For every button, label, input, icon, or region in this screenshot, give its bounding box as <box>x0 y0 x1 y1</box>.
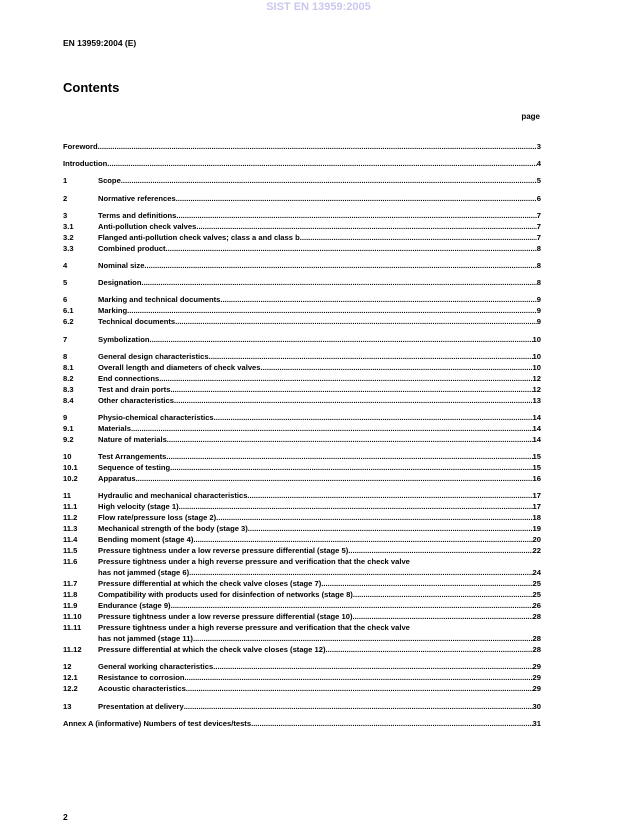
entry-title: Resistance to corrosion <box>98 673 185 683</box>
toc-entry[interactable] <box>63 589 541 600</box>
toc-entry[interactable] <box>63 434 541 445</box>
dot-leader <box>248 523 533 534</box>
dot-leader <box>127 305 537 316</box>
toc-entry[interactable] <box>63 672 541 683</box>
entry-title: Pressure tightness under a low reverse pressure differential (stage 5) <box>98 546 349 556</box>
entry-title: Mechanical strength of the body (stage 3) <box>98 524 248 534</box>
dot-leader <box>216 512 532 523</box>
entry-number: 9 <box>63 412 68 422</box>
dot-leader <box>131 423 533 434</box>
dot-leader <box>196 221 536 232</box>
toc-entry-continuation[interactable] <box>63 567 541 578</box>
entry-number: 9.1 <box>63 423 74 433</box>
entry-number: 6.1 <box>63 306 74 316</box>
toc-group <box>63 175 541 186</box>
entry-title: Pressure tightness under a high reverse pressure and verification that the check valve <box>98 623 410 633</box>
dot-leader <box>144 260 536 271</box>
entry-page: 10 <box>532 351 541 361</box>
entry-title: Pressure tightness under a low reverse pressure differential (stage 10) <box>98 612 353 622</box>
toc-entry[interactable] <box>63 210 541 221</box>
entry-page: 7 <box>536 221 541 231</box>
entry-title: High velocity (stage 1) <box>98 502 179 512</box>
dot-leader <box>175 316 537 327</box>
entry-title: Anti-pollution check valves <box>98 221 197 231</box>
dot-leader <box>176 210 536 221</box>
toc-entry[interactable] <box>63 221 541 232</box>
dot-leader <box>220 294 536 305</box>
entry-page: 28 <box>532 645 541 655</box>
entry-page: 6 <box>536 193 541 203</box>
entry-page: 17 <box>532 491 541 501</box>
entry-page: 5 <box>536 176 541 186</box>
entry-page: 3 <box>536 142 541 151</box>
toc-group <box>63 334 541 345</box>
entry-title: Sequence of testing <box>98 463 171 473</box>
entry-number: 6.2 <box>63 317 74 327</box>
toc-group <box>63 718 541 729</box>
entry-number: 3.1 <box>63 221 74 231</box>
entry-page: 29 <box>532 673 541 683</box>
entry-number-spacer <box>63 633 98 644</box>
toc-entry[interactable] <box>63 373 541 384</box>
dot-leader <box>193 633 533 644</box>
toc-group <box>63 351 541 406</box>
entry-title: Pressure differential at which the check valve closes (stage 12) <box>98 645 326 655</box>
toc-entry[interactable] <box>63 316 541 327</box>
entry-number: 11.12 <box>63 645 82 655</box>
toc-entry[interactable] <box>63 644 541 655</box>
entry-page: 31 <box>532 718 541 728</box>
entry-number: 10.2 <box>63 474 78 484</box>
toc-entry[interactable] <box>63 412 541 423</box>
toc-group <box>63 294 541 327</box>
entry-title: Overall length and diameters of check valves <box>98 362 261 372</box>
entry-title: Pressure tightness under a high reverse pressure and verification that the check valve <box>98 557 410 567</box>
toc-entry[interactable] <box>63 260 541 271</box>
dot-leader <box>179 501 533 512</box>
toc-entry[interactable] <box>63 600 541 611</box>
toc-entry[interactable] <box>63 294 541 305</box>
entry-page: 15 <box>532 452 541 462</box>
entry-page: 17 <box>532 502 541 512</box>
toc-entry[interactable] <box>63 232 541 243</box>
toc-entry[interactable] <box>63 451 541 462</box>
entry-number: 11.3 <box>63 524 78 534</box>
toc-entry[interactable] <box>63 556 541 567</box>
entry-title: Flow rate/pressure loss (stage 2) <box>98 513 217 523</box>
dot-leader <box>209 351 533 362</box>
entry-title: End connections <box>98 373 160 383</box>
dot-leader <box>189 567 532 578</box>
entry-page: 29 <box>532 662 541 672</box>
entry-page: 9 <box>536 295 541 305</box>
entry-number: 11 <box>63 491 72 501</box>
dot-leader <box>136 473 533 484</box>
toc-entry[interactable] <box>63 718 541 729</box>
entry-page: 28 <box>532 612 541 622</box>
entry-page: 8 <box>536 260 541 270</box>
dot-leader <box>166 451 532 462</box>
entry-number: 2 <box>63 193 68 203</box>
entry-number: 11.2 <box>63 513 78 523</box>
toc-entry[interactable] <box>63 351 541 362</box>
dot-leader <box>107 158 536 169</box>
dot-leader <box>149 334 532 345</box>
toc-group <box>63 141 541 152</box>
entry-number: 5 <box>63 278 68 288</box>
entry-number: 13 <box>63 701 72 711</box>
entry-page: 14 <box>532 423 541 433</box>
toc-entry-continuation[interactable] <box>63 633 541 644</box>
entry-page: 8 <box>536 278 541 288</box>
toc-group <box>63 490 541 655</box>
toc-entry[interactable] <box>63 490 541 501</box>
entry-page: 12 <box>532 384 541 394</box>
entry-page: 30 <box>532 701 541 711</box>
entry-title: Bending moment (stage 4) <box>98 535 194 545</box>
entry-number: 9.2 <box>63 434 74 444</box>
entry-title: Marking and technical documents <box>98 295 221 305</box>
entry-page: 7 <box>536 210 541 220</box>
entry-number: 3 <box>63 210 68 220</box>
entry-title: Hydraulic and mechanical characteristics <box>98 491 248 501</box>
toc-entry[interactable] <box>63 701 541 712</box>
page-number: 2 <box>63 812 68 822</box>
toc-entry[interactable] <box>63 175 541 186</box>
entry-number: 6 <box>63 295 68 305</box>
toc-entry[interactable] <box>63 523 541 534</box>
entry-title: Annex A (informative) Numbers of test devices/tests <box>63 718 252 728</box>
entry-number: 12.1 <box>63 673 78 683</box>
dot-leader <box>261 362 533 373</box>
dot-leader <box>193 534 532 545</box>
entry-page: 12 <box>532 373 541 383</box>
dot-leader <box>321 578 532 589</box>
entry-page: 7 <box>536 232 541 242</box>
entry-page: 9 <box>536 317 541 327</box>
toc-group <box>63 210 541 254</box>
entry-title: Terms and definitions <box>98 210 177 220</box>
dot-leader <box>326 644 533 655</box>
entry-page: 19 <box>532 524 541 534</box>
entry-title: Technical documents <box>98 317 176 327</box>
page-column-label: page <box>521 112 540 121</box>
dot-leader <box>98 141 537 152</box>
entry-number: 3.3 <box>63 243 74 253</box>
entry-title: Other characteristics <box>98 395 174 405</box>
entry-page: 15 <box>532 463 541 473</box>
dot-leader <box>166 243 537 254</box>
entry-title: Materials <box>98 423 131 433</box>
entry-number: 8.3 <box>63 384 74 394</box>
entry-title: Designation <box>98 278 142 288</box>
entry-title: Flanged anti-pollution check valves; class a and class b <box>98 232 300 242</box>
entry-page: 10 <box>532 362 541 372</box>
toc-group <box>63 661 541 694</box>
toc-entry[interactable] <box>63 534 541 545</box>
entry-page: 28 <box>532 634 541 644</box>
entry-title: Introduction <box>63 159 108 169</box>
entry-number: 8 <box>63 351 68 361</box>
entry-title: Acoustic characteristics <box>98 684 186 694</box>
watermark: SIST EN 13959:2005 <box>266 1 371 13</box>
toc-entry[interactable] <box>63 611 541 622</box>
dot-leader <box>214 412 533 423</box>
dot-leader <box>159 373 532 384</box>
toc-entry[interactable] <box>63 622 541 633</box>
entry-title: General working characteristics <box>98 662 214 672</box>
entry-number: 11.4 <box>63 535 78 545</box>
toc-entry[interactable] <box>63 512 541 523</box>
dot-leader <box>170 384 532 395</box>
entry-number: 7 <box>63 334 68 344</box>
entry-title: Presentation at delivery <box>98 701 184 711</box>
toc-group <box>63 260 541 271</box>
entry-title: Normative references <box>98 193 176 203</box>
table-of-contents <box>63 141 541 735</box>
entry-title: General design characteristics <box>98 351 209 361</box>
toc-entry[interactable] <box>63 578 541 589</box>
toc-entry[interactable] <box>63 545 541 556</box>
toc-entry[interactable] <box>63 243 541 254</box>
entry-number: 11.1 <box>63 502 78 512</box>
entry-number: 12.2 <box>63 684 78 694</box>
entry-number: 12 <box>63 662 72 672</box>
toc-entry[interactable] <box>63 683 541 694</box>
entry-page: 29 <box>532 684 541 694</box>
toc-group <box>63 193 541 204</box>
entry-number: 11.9 <box>63 601 78 611</box>
entry-title: Symbolization <box>98 334 150 344</box>
dot-leader <box>185 672 533 683</box>
dot-leader <box>348 545 532 556</box>
toc-entry[interactable] <box>63 193 541 204</box>
toc-group <box>63 158 541 169</box>
entry-title: Foreword <box>63 142 98 151</box>
toc-entry[interactable] <box>63 462 541 473</box>
entry-title: Nominal size <box>98 260 145 270</box>
toc-entry[interactable] <box>63 305 541 316</box>
page-title: Contents <box>63 80 120 95</box>
entry-number: 10 <box>63 452 72 462</box>
document-header: EN 13959:2004 (E) <box>63 38 137 48</box>
entry-number: 8.1 <box>63 362 74 372</box>
dot-leader <box>184 701 533 712</box>
entry-title: Apparatus <box>98 474 136 484</box>
dot-leader <box>353 611 533 622</box>
toc-group <box>63 701 541 712</box>
entry-page: 16 <box>532 474 541 484</box>
dot-leader <box>141 277 536 288</box>
dot-leader <box>121 175 537 186</box>
entry-title: Pressure differential at which the check valve closes (stage 7) <box>98 579 322 589</box>
entry-number: 11.11 <box>63 623 82 633</box>
entry-title-continuation: has not jammed (stage 11) <box>98 634 193 644</box>
toc-entry[interactable] <box>63 158 541 169</box>
dot-leader <box>170 462 532 473</box>
entry-title: Scope <box>98 176 121 186</box>
toc-entry[interactable] <box>63 473 541 484</box>
entry-number: 3.2 <box>63 232 74 242</box>
toc-entry[interactable] <box>63 141 541 152</box>
entry-title: Test Arrangements <box>98 452 167 462</box>
entry-title: Compatibility with products used for disinfection of networks (stage 8) <box>98 590 353 600</box>
dot-leader <box>300 232 537 243</box>
entry-title: Nature of materials <box>98 434 167 444</box>
entry-page: 25 <box>532 579 541 589</box>
toc-entry[interactable] <box>63 362 541 373</box>
entry-page: 26 <box>532 601 541 611</box>
toc-entry[interactable] <box>63 395 541 406</box>
entry-page: 10 <box>532 334 541 344</box>
dot-leader <box>167 434 533 445</box>
toc-group <box>63 412 541 445</box>
entry-number: 11.7 <box>63 579 78 589</box>
entry-page: 25 <box>532 590 541 600</box>
toc-entry[interactable] <box>63 277 541 288</box>
entry-number: 8.4 <box>63 395 74 405</box>
entry-page: 4 <box>536 159 541 169</box>
dot-leader <box>247 490 532 501</box>
dot-leader <box>213 661 532 672</box>
entry-title: Test and drain ports <box>98 384 171 394</box>
entry-title: Marking <box>98 306 128 316</box>
entry-number: 11.6 <box>63 557 78 567</box>
entry-title: Endurance (stage 9) <box>98 601 171 611</box>
dot-leader <box>174 395 533 406</box>
entry-number: 11.8 <box>63 590 78 600</box>
entry-title: Combined product <box>98 243 166 253</box>
toc-entry[interactable] <box>63 384 541 395</box>
entry-number-spacer <box>63 567 98 578</box>
toc-entry[interactable] <box>63 334 541 345</box>
toc-group <box>63 277 541 288</box>
entry-title-continuation: has not jammed (stage 6) <box>98 568 190 578</box>
dot-leader <box>353 589 533 600</box>
dot-leader <box>176 193 537 204</box>
toc-entry[interactable] <box>63 501 541 512</box>
entry-page: 9 <box>536 306 541 316</box>
entry-number: 11.10 <box>63 612 82 622</box>
entry-number: 10.1 <box>63 463 78 473</box>
entry-number: 4 <box>63 260 68 270</box>
toc-entry[interactable] <box>63 423 541 434</box>
entry-number: 1 <box>63 176 68 186</box>
entry-page: 8 <box>536 243 541 253</box>
entry-page: 13 <box>532 395 541 405</box>
dot-leader <box>171 600 533 611</box>
entry-page: 24 <box>532 568 541 578</box>
entry-page: 18 <box>532 513 541 523</box>
entry-page: 20 <box>532 535 541 545</box>
toc-group <box>63 451 541 484</box>
dot-leader <box>251 718 532 729</box>
entry-title: Physio-chemical characteristics <box>98 412 214 422</box>
entry-number: 8.2 <box>63 373 74 383</box>
entry-page: 14 <box>532 412 541 422</box>
entry-page: 22 <box>532 546 541 556</box>
dot-leader <box>186 683 533 694</box>
entry-number: 11.5 <box>63 546 78 556</box>
entry-page: 14 <box>532 434 541 444</box>
toc-entry[interactable] <box>63 661 541 672</box>
